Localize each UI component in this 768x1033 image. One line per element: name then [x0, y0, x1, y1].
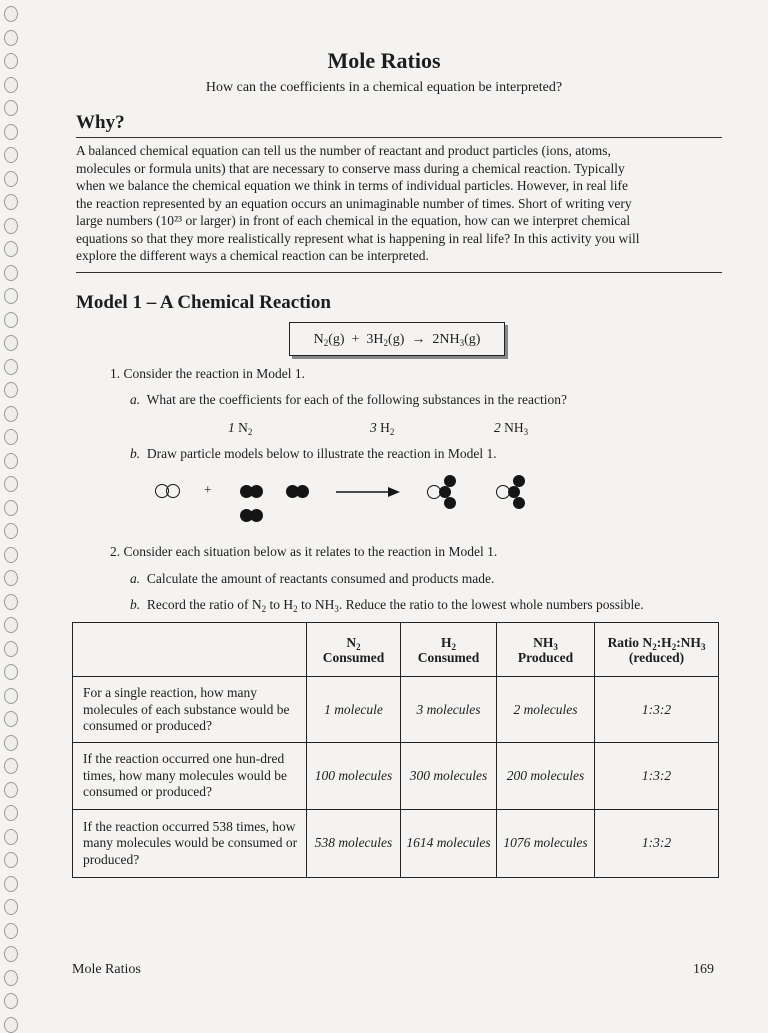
text: . Reduce the ratio to the lowest whole numbers possible. [338, 597, 644, 612]
table-row [73, 677, 719, 743]
header-label: Produced [517, 649, 574, 665]
footer-title: Mole Ratios [72, 962, 141, 977]
binding-ring-icon [4, 570, 18, 586]
subscript: 2 [323, 338, 329, 348]
cell-ratio: 1:3:2 [595, 809, 719, 877]
subscript: 2 [293, 604, 298, 614]
symbol: NH [533, 634, 554, 650]
coefficient: 2 [494, 420, 501, 435]
binding-ring-icon [4, 359, 18, 375]
binding-ring-icon [4, 1017, 18, 1033]
cell-n2: 538 molecules [307, 809, 401, 877]
binding-ring-icon [4, 429, 18, 445]
binding-ring-icon [4, 688, 18, 704]
row-question: If the reaction occurred 538 times, how many molecules would be consumed or produced? [73, 809, 307, 877]
binding-ring-icon [4, 782, 18, 798]
header-label: Consumed [417, 649, 480, 665]
text: to H [266, 597, 294, 612]
divider [76, 137, 722, 138]
question-1b [130, 446, 497, 462]
cell-nh3: 2 molecules [497, 677, 595, 743]
binding-ring-icon [4, 6, 18, 22]
binding-ring-icon [4, 100, 18, 116]
binding-ring-icon [4, 758, 18, 774]
coefficient: 3 [370, 420, 377, 435]
binding-ring-icon [4, 805, 18, 821]
cell-h2: 1614 molecules [401, 809, 497, 877]
item-text: What are the coefficients for each of the following substances in the reaction? [146, 392, 567, 407]
binding-ring-icon [4, 265, 18, 281]
binding-ring-icon [4, 147, 18, 163]
question-2a [130, 571, 494, 587]
binding-ring-icon [4, 312, 18, 328]
eq-state: (g) [464, 332, 481, 347]
why-line: equations so that they more realistically represent what is happening in real life? In this activity you will [76, 230, 640, 246]
text: Ratio N [607, 634, 653, 650]
cell-nh3: 200 molecules [497, 743, 595, 809]
equation-box [289, 322, 505, 356]
text: :NH [676, 634, 701, 650]
eq-n2: N [313, 332, 324, 347]
binding-ring-icon [4, 523, 18, 539]
question-1a [130, 392, 567, 408]
subscript: 2 [247, 427, 253, 437]
binding-ring-icon [4, 829, 18, 845]
binding-ring-icon [4, 547, 18, 563]
symbol: N [346, 634, 357, 650]
answer-n2 [228, 420, 252, 436]
binding-ring-icon [4, 946, 18, 962]
h-atom-icon [250, 485, 263, 498]
cell-h2: 300 molecules [401, 743, 497, 809]
page-number: 169 [693, 962, 714, 977]
binding-ring-icon [4, 194, 18, 210]
binding-ring-icon [4, 335, 18, 351]
answer-nh3 [494, 420, 528, 436]
why-line: molecules or formula units) that are necessary to conserve mass during a chemical reaction. Typically [76, 160, 625, 176]
answer-h2 [370, 420, 394, 436]
binding-ring-icon [4, 476, 18, 492]
symbol: H [380, 420, 390, 435]
binding-ring-icon [4, 382, 18, 398]
subscript: 2 [451, 641, 456, 652]
subscript: 3 [459, 338, 465, 348]
eq-arrow: → [411, 332, 426, 347]
symbol: NH [504, 420, 524, 435]
header-label: (reduced) [628, 649, 685, 665]
eq-state: (g) [328, 332, 345, 347]
binding-ring-icon [4, 641, 18, 657]
item-label: a. [130, 392, 141, 407]
binding-ring-icon [4, 241, 18, 257]
model-heading: Model 1 – A Chemical Reaction [76, 292, 331, 313]
why-line: A balanced chemical equation can tell us the number of reactant and product particles (ions, atoms, [76, 143, 611, 158]
binding-ring-icon [4, 852, 18, 868]
cell-nh3: 1076 molecules [497, 809, 595, 877]
cell-ratio: 1:3:2 [595, 677, 719, 743]
table-header-row [73, 623, 719, 677]
why-line: large numbers (10²³ or larger) in front of each chemical in the equation, how can we interpret chemical [76, 213, 631, 228]
subscript: 3 [523, 427, 529, 437]
eq-h2: 3H [366, 332, 384, 347]
subscript: 3 [553, 641, 558, 652]
question-2: 2. Consider each situation below as it relates to the reaction in Model 1. [110, 544, 498, 559]
cell-n2: 1 molecule [307, 677, 401, 743]
why-line: the reaction represented by an equation occurs an unimaginable number of times. Short of writing very [76, 195, 632, 211]
binding-ring-icon [4, 218, 18, 234]
subscript: 2 [389, 427, 395, 437]
subscript: 2 [356, 641, 361, 652]
binding-ring-icon [4, 664, 18, 680]
coefficient: 1 [228, 420, 235, 435]
spiral-binding [0, 0, 26, 1024]
header-ratio [595, 623, 719, 677]
header-empty [73, 623, 307, 677]
item-label: a. [130, 571, 141, 586]
text: Record the ratio of N [146, 597, 262, 612]
header-label: Consumed [322, 649, 385, 665]
subscript: 2 [652, 641, 657, 652]
cell-n2: 100 molecules [307, 743, 401, 809]
table-row [73, 743, 719, 809]
ratio-table [72, 622, 719, 878]
item-label: b. [130, 597, 141, 612]
binding-ring-icon [4, 594, 18, 610]
item-label: b. [130, 446, 141, 461]
reaction-arrow-icon [336, 484, 402, 500]
eq-plus: + [351, 332, 360, 347]
item-text: Calculate the amount of reactants consumed and products made. [146, 571, 495, 586]
binding-ring-icon [4, 30, 18, 46]
cell-ratio: 1:3:2 [595, 743, 719, 809]
binding-ring-icon [4, 711, 18, 727]
subscript: 2 [383, 338, 389, 348]
cell-h2: 3 molecules [401, 677, 497, 743]
why-heading: Why? [76, 112, 125, 133]
binding-ring-icon [4, 993, 18, 1009]
binding-ring-icon [4, 500, 18, 516]
text: :H [656, 634, 672, 650]
plus-sign: + [204, 482, 212, 497]
binding-ring-icon [4, 923, 18, 939]
binding-ring-icon [4, 876, 18, 892]
item-text: Draw particle models below to illustrate the reaction in Model 1. [146, 446, 497, 461]
h-atom-icon [513, 497, 525, 509]
header-n2 [307, 623, 401, 677]
header-nh3 [497, 623, 595, 677]
binding-ring-icon [4, 171, 18, 187]
eq-state: (g) [388, 332, 405, 347]
h-atom-icon [444, 497, 456, 509]
text: to NH [297, 597, 335, 612]
table-row [73, 809, 719, 877]
symbol: N [238, 420, 248, 435]
binding-ring-icon [4, 899, 18, 915]
why-paragraph [76, 142, 716, 265]
h-atom-icon [296, 485, 309, 498]
page-subtitle: How can the coefficients in a chemical equation be interpreted? [205, 80, 563, 95]
why-line: explore the different ways a chemical reaction can be interpreted. [76, 248, 429, 263]
binding-ring-icon [4, 617, 18, 633]
page-title: Mole Ratios [327, 48, 441, 73]
header-h2 [401, 623, 497, 677]
binding-ring-icon [4, 453, 18, 469]
binding-ring-icon [4, 406, 18, 422]
eq-nh3: 2NH [432, 332, 460, 347]
binding-ring-icon [4, 970, 18, 986]
divider [76, 272, 722, 273]
subscript: 3 [700, 641, 706, 652]
symbol: H [440, 634, 452, 650]
binding-ring-icon [4, 288, 18, 304]
binding-ring-icon [4, 124, 18, 140]
subscript: 3 [334, 604, 339, 614]
row-question: If the reaction occurred one hun-dred times, how many molecules would be consumed or produced? [73, 743, 307, 809]
question-1: 1. Consider the reaction in Model 1. [110, 366, 305, 381]
subscript: 2 [261, 604, 267, 614]
h-atom-icon [250, 509, 263, 522]
why-line: when we balance the chemical equation we think in terms of individual particles. However, in real life [76, 178, 629, 193]
row-question: For a single reaction, how many molecules of each substance would be consumed or produced? [73, 677, 307, 743]
n-atom-icon [166, 484, 180, 498]
subscript: 2 [671, 641, 677, 652]
question-2b [130, 597, 644, 613]
binding-ring-icon [4, 735, 18, 751]
